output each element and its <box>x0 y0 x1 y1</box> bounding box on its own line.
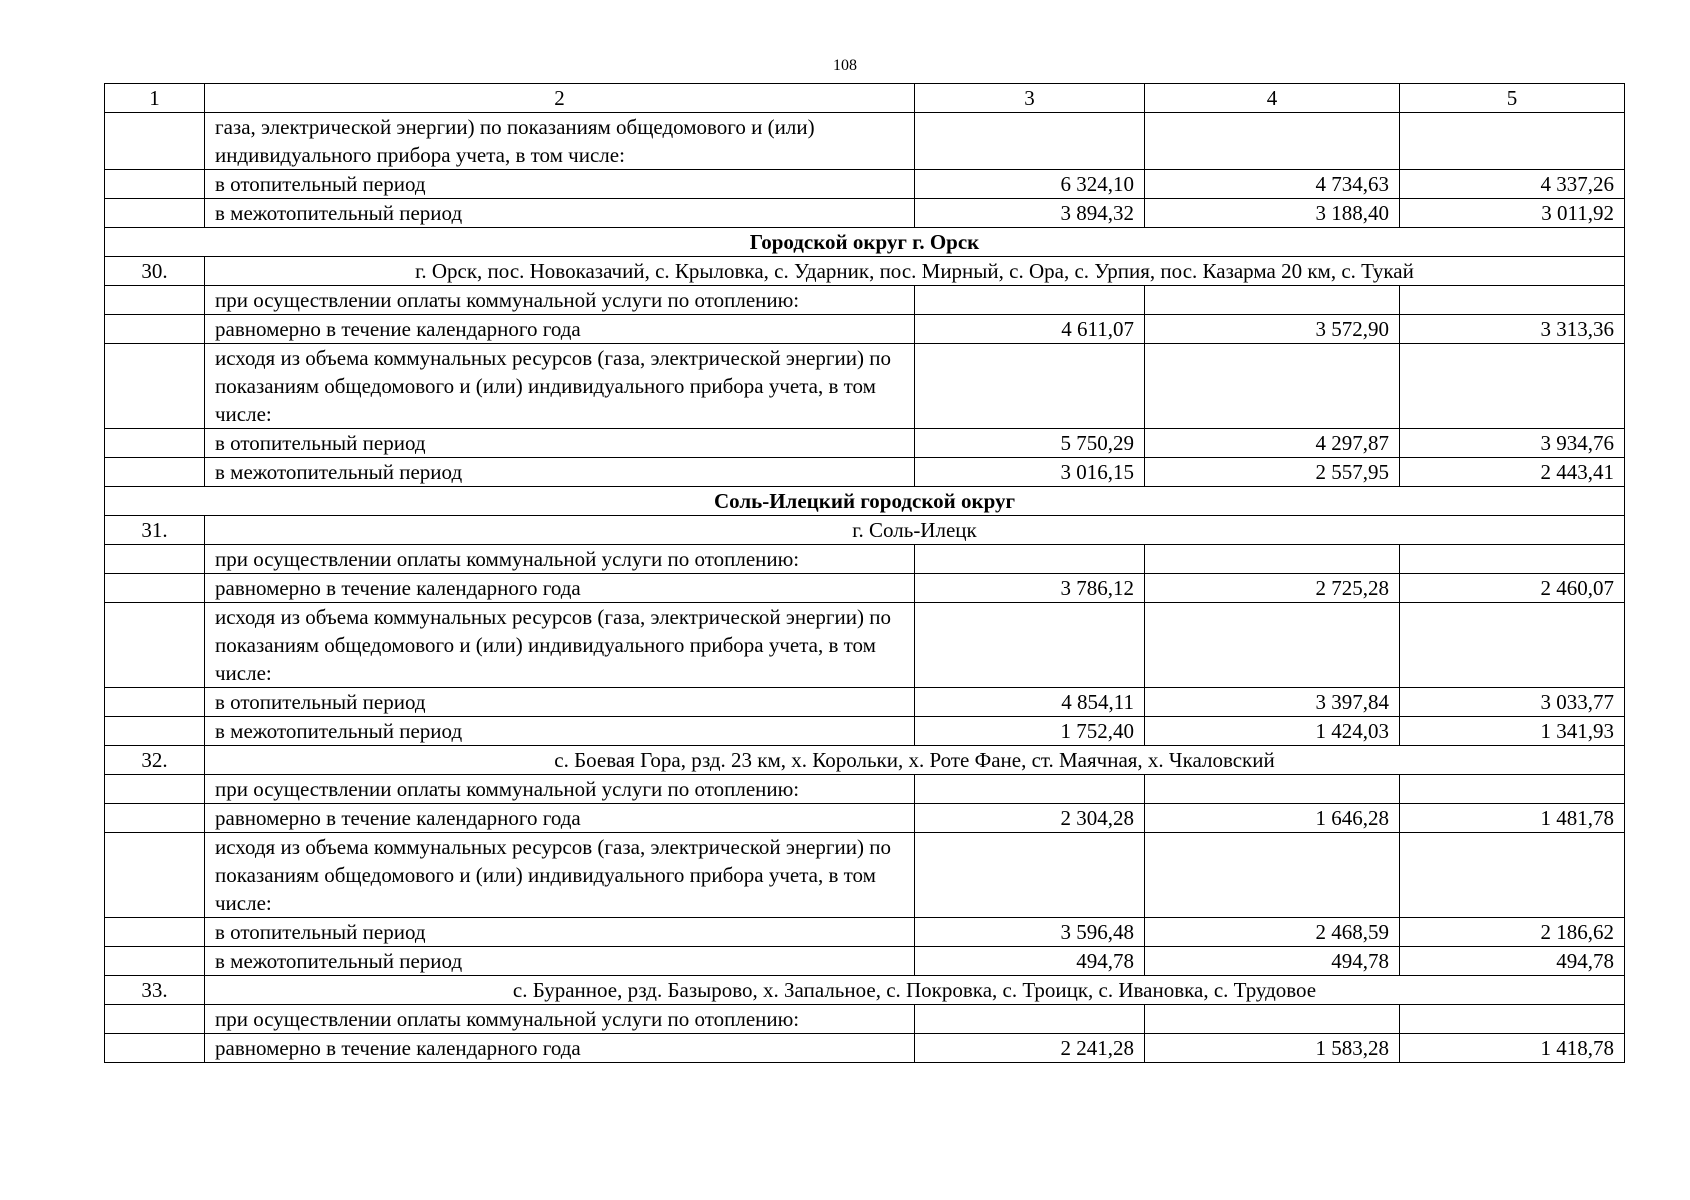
row-description: исходя из объема коммунальных ресурсов (газа, электрической энергии) по показаниям общедомового и (или) индивидуального прибора учета, в том числе: <box>205 603 915 688</box>
header-col-3: 3 <box>915 84 1145 113</box>
value-col-3 <box>915 286 1145 315</box>
value-col-4: 3 572,90 <box>1145 315 1400 344</box>
row-number <box>105 113 205 170</box>
row-description: при осуществлении оплаты коммунальной услуги по отоплению: <box>205 1005 915 1034</box>
row-number <box>105 574 205 603</box>
row-description: равномерно в течение календарного года <box>205 574 915 603</box>
header-col-5: 5 <box>1400 84 1625 113</box>
page-number: 108 <box>833 57 857 74</box>
value-col-4: 1 646,28 <box>1145 804 1400 833</box>
table-row <box>105 1034 1625 1063</box>
row-description: исходя из объема коммунальных ресурсов (газа, электрической энергии) по показаниям общедомового и (или) индивидуального прибора учета, в том числе: <box>205 344 915 429</box>
row-description: равномерно в течение календарного года <box>205 804 915 833</box>
table-row <box>105 688 1625 717</box>
value-col-4: 3 188,40 <box>1145 199 1400 228</box>
value-col-3: 2 241,28 <box>915 1034 1145 1063</box>
value-col-5: 1 418,78 <box>1400 1034 1625 1063</box>
row-number: 31. <box>105 516 205 545</box>
row-number <box>105 1005 205 1034</box>
row-number <box>105 344 205 429</box>
tariff-table <box>104 83 1625 1063</box>
value-col-5: 494,78 <box>1400 947 1625 976</box>
row-description: в межотопительный период <box>205 199 915 228</box>
locality-name: г. Соль-Илецк <box>205 516 1625 545</box>
value-col-3 <box>915 833 1145 918</box>
row-number <box>105 429 205 458</box>
row-description: равномерно в течение календарного года <box>205 315 915 344</box>
value-col-4 <box>1145 113 1400 170</box>
locality-row <box>105 976 1625 1005</box>
row-description: в межотопительный период <box>205 947 915 976</box>
value-col-5: 2 460,07 <box>1400 574 1625 603</box>
table-row <box>105 918 1625 947</box>
value-col-5 <box>1400 286 1625 315</box>
row-number <box>105 833 205 918</box>
value-col-4 <box>1145 286 1400 315</box>
row-number: 33. <box>105 976 205 1005</box>
row-description: исходя из объема коммунальных ресурсов (газа, электрической энергии) по показаниям общедомового и (или) индивидуального прибора учета, в том числе: <box>205 833 915 918</box>
table-row <box>105 603 1625 688</box>
value-col-3 <box>915 1005 1145 1034</box>
value-col-5: 2 443,41 <box>1400 458 1625 487</box>
row-description: при осуществлении оплаты коммунальной услуги по отоплению: <box>205 775 915 804</box>
table-row <box>105 170 1625 199</box>
value-col-3: 2 304,28 <box>915 804 1145 833</box>
value-col-5 <box>1400 113 1625 170</box>
value-col-3: 3 786,12 <box>915 574 1145 603</box>
row-number: 30. <box>105 257 205 286</box>
row-description: в межотопительный период <box>205 717 915 746</box>
header-col-1: 1 <box>105 84 205 113</box>
row-number <box>105 688 205 717</box>
locality-name: с. Боевая Гора, рзд. 23 км, х. Корольки, х. Роте Фане, ст. Маячная, х. Чкаловский <box>205 746 1625 775</box>
value-col-3: 494,78 <box>915 947 1145 976</box>
row-number <box>105 804 205 833</box>
value-col-5: 1 481,78 <box>1400 804 1625 833</box>
row-number <box>105 918 205 947</box>
header-col-4: 4 <box>1145 84 1400 113</box>
table-row <box>105 286 1625 315</box>
table-row <box>105 458 1625 487</box>
value-col-4: 2 557,95 <box>1145 458 1400 487</box>
locality-row <box>105 516 1625 545</box>
locality-name: г. Орск, пос. Новоказачий, с. Крыловка, с. Ударник, пос. Мирный, с. Ора, с. Урпия, пос. Казарма 20 км, с. Тукай <box>205 257 1625 286</box>
value-col-5 <box>1400 775 1625 804</box>
row-number <box>105 199 205 228</box>
value-col-4 <box>1145 344 1400 429</box>
row-description: в отопительный период <box>205 918 915 947</box>
value-col-5 <box>1400 833 1625 918</box>
row-description: в отопительный период <box>205 429 915 458</box>
table-row <box>105 1005 1625 1034</box>
table-row <box>105 315 1625 344</box>
header-col-2: 2 <box>205 84 915 113</box>
value-col-5 <box>1400 545 1625 574</box>
value-col-3: 3 016,15 <box>915 458 1145 487</box>
value-col-3: 4 854,11 <box>915 688 1145 717</box>
row-description: в отопительный период <box>205 170 915 199</box>
value-col-3 <box>915 603 1145 688</box>
value-col-4: 2 468,59 <box>1145 918 1400 947</box>
value-col-4 <box>1145 1005 1400 1034</box>
row-number <box>105 315 205 344</box>
value-col-5: 3 011,92 <box>1400 199 1625 228</box>
table-row <box>105 113 1625 170</box>
value-col-3 <box>915 113 1145 170</box>
value-col-5: 1 341,93 <box>1400 717 1625 746</box>
locality-name: с. Буранное, рзд. Базырово, х. Запальное, с. Покровка, с. Троицк, с. Ивановка, с. Трудовое <box>205 976 1625 1005</box>
value-col-3 <box>915 775 1145 804</box>
table-row <box>105 344 1625 429</box>
row-description: в межотопительный период <box>205 458 915 487</box>
row-number <box>105 458 205 487</box>
row-number <box>105 545 205 574</box>
row-number <box>105 947 205 976</box>
value-col-3 <box>915 344 1145 429</box>
value-col-3: 1 752,40 <box>915 717 1145 746</box>
value-col-3: 6 324,10 <box>915 170 1145 199</box>
value-col-4: 2 725,28 <box>1145 574 1400 603</box>
value-col-3: 4 611,07 <box>915 315 1145 344</box>
table-row <box>105 717 1625 746</box>
value-col-3: 3 596,48 <box>915 918 1145 947</box>
table-row <box>105 775 1625 804</box>
section-heading-row <box>105 228 1625 257</box>
value-col-4 <box>1145 833 1400 918</box>
row-description: газа, электрической энергии) по показаниям общедомового и (или) индивидуального прибора учета, в том числе: <box>205 113 915 170</box>
value-col-4 <box>1145 775 1400 804</box>
table-row <box>105 833 1625 918</box>
row-number: 32. <box>105 746 205 775</box>
value-col-5: 4 337,26 <box>1400 170 1625 199</box>
value-col-3 <box>915 545 1145 574</box>
row-number <box>105 1034 205 1063</box>
row-description: при осуществлении оплаты коммунальной услуги по отоплению: <box>205 286 915 315</box>
value-col-5 <box>1400 344 1625 429</box>
value-col-5: 3 033,77 <box>1400 688 1625 717</box>
value-col-5 <box>1400 603 1625 688</box>
value-col-3: 3 894,32 <box>915 199 1145 228</box>
row-number <box>105 603 205 688</box>
locality-row <box>105 746 1625 775</box>
table-row <box>105 545 1625 574</box>
value-col-5: 3 313,36 <box>1400 315 1625 344</box>
value-col-4: 3 397,84 <box>1145 688 1400 717</box>
section-heading-row <box>105 487 1625 516</box>
row-description: при осуществлении оплаты коммунальной услуги по отоплению: <box>205 545 915 574</box>
section-heading: Городской округ г. Орск <box>105 228 1625 257</box>
table-row <box>105 574 1625 603</box>
value-col-5: 3 934,76 <box>1400 429 1625 458</box>
table-row <box>105 429 1625 458</box>
value-col-4: 1 424,03 <box>1145 717 1400 746</box>
value-col-4: 1 583,28 <box>1145 1034 1400 1063</box>
table-row <box>105 947 1625 976</box>
row-number <box>105 286 205 315</box>
row-number <box>105 170 205 199</box>
table-row <box>105 199 1625 228</box>
table-header-row <box>105 84 1625 113</box>
value-col-5 <box>1400 1005 1625 1034</box>
table-row <box>105 804 1625 833</box>
row-description: в отопительный период <box>205 688 915 717</box>
section-heading: Соль-Илецкий городской округ <box>105 487 1625 516</box>
value-col-4: 4 297,87 <box>1145 429 1400 458</box>
value-col-3: 5 750,29 <box>915 429 1145 458</box>
locality-row <box>105 257 1625 286</box>
value-col-5: 2 186,62 <box>1400 918 1625 947</box>
value-col-4: 4 734,63 <box>1145 170 1400 199</box>
row-description: равномерно в течение календарного года <box>205 1034 915 1063</box>
row-number <box>105 717 205 746</box>
value-col-4: 494,78 <box>1145 947 1400 976</box>
row-number <box>105 775 205 804</box>
value-col-4 <box>1145 545 1400 574</box>
value-col-4 <box>1145 603 1400 688</box>
